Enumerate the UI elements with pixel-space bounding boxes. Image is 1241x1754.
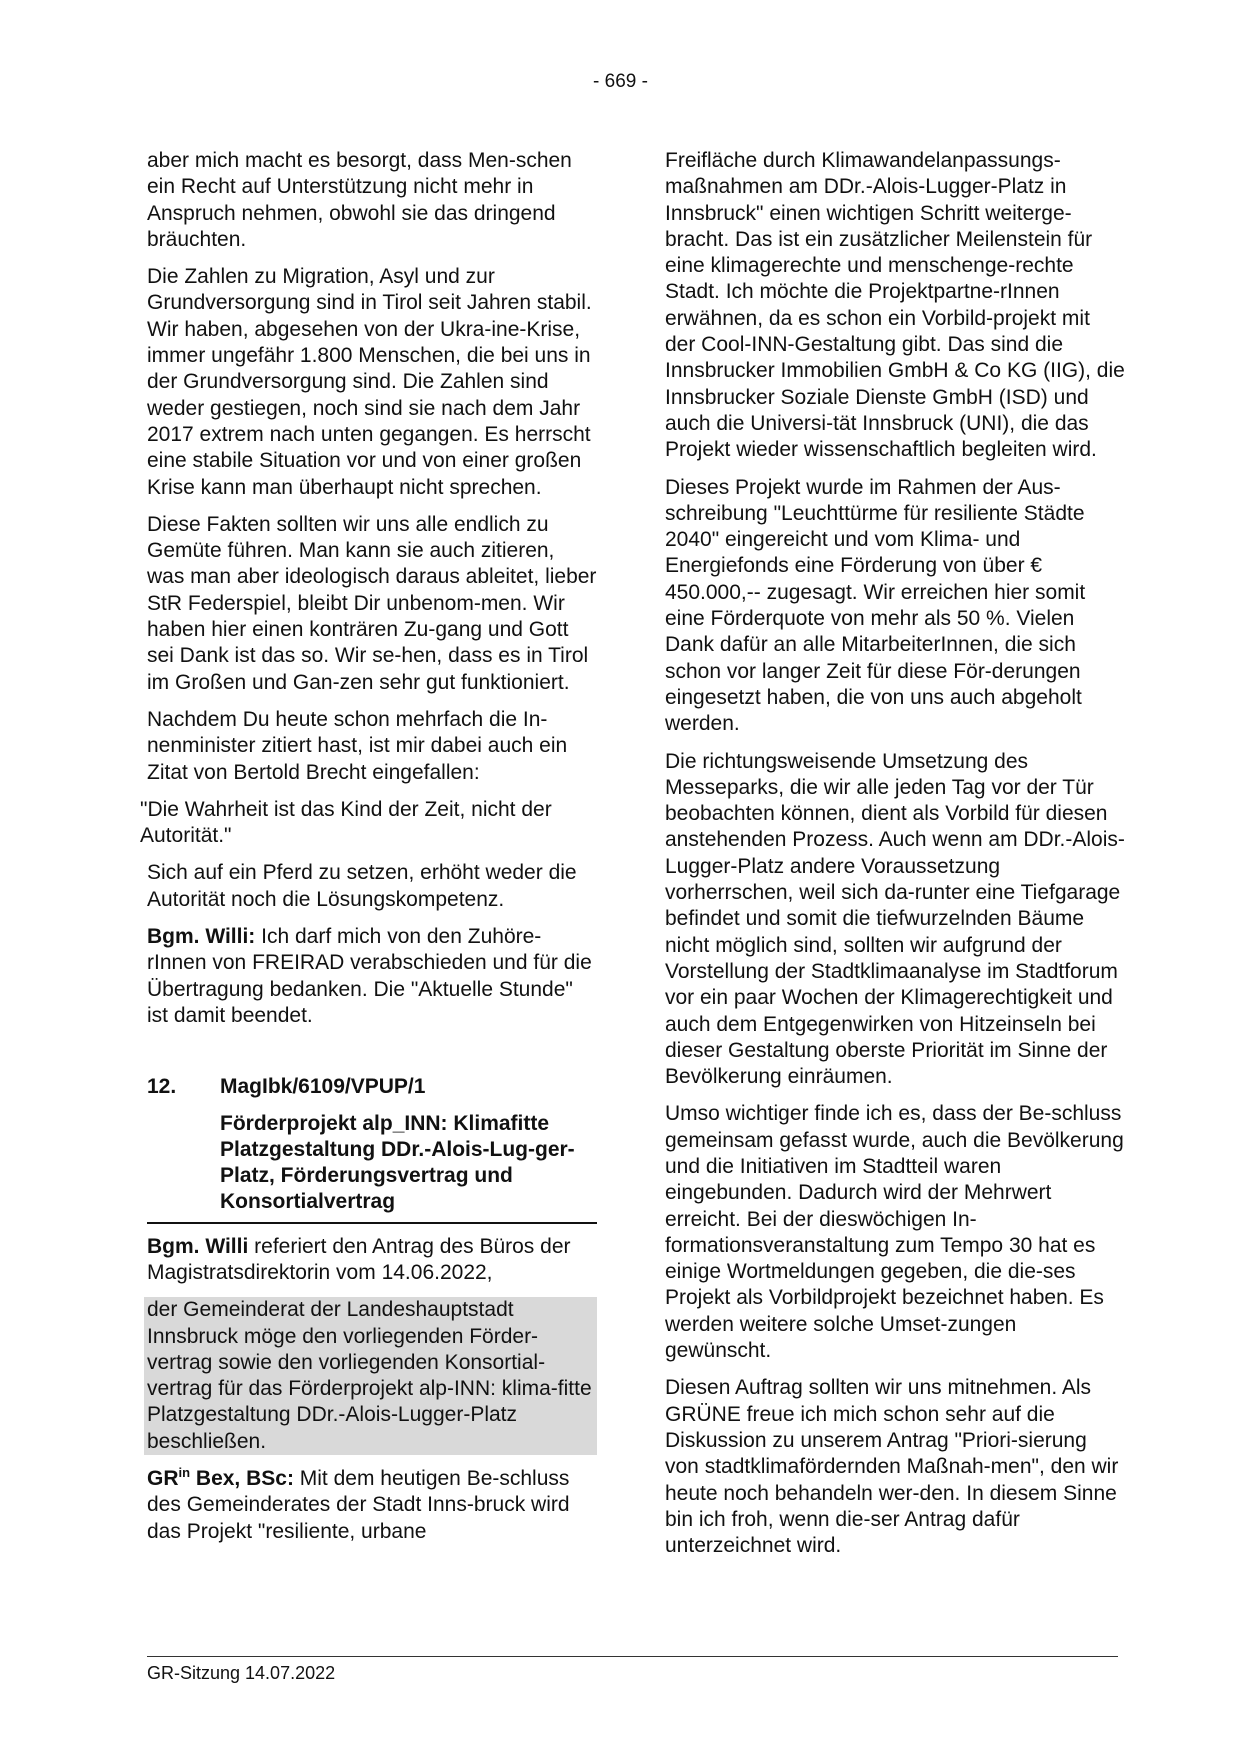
- statement-text: Ich darf mich von den Zuhöre-rInnen von FREIRAD verabschieden und für die Übertragung bedanken. Die "Aktuelle Stunde" ist damit beendet.: [147, 925, 592, 1027]
- mayor-statement: [147, 924, 597, 1029]
- statement-text: referiert den Antrag des Büros der Magistratsdirektorin vom 14.06.2022,: [147, 1234, 571, 1284]
- report-statement: [147, 1234, 597, 1287]
- agenda-title: Förderprojekt alp_INN: Klimafitte Platzgestaltung DDr.-Alois-Lug-ger-Platz, Förderungsvertrag und Konsortialvertrag: [220, 1111, 575, 1214]
- brecht-quote: "Die Wahrheit ist das Kind der Zeit, nicht der Autorität.": [140, 797, 552, 848]
- motion-text: der Gemeinderat der Landeshauptstadt Innsbruck möge den vorliegenden Förder-vertrag sowie den vorliegenden Konsortial-vertrag für das Förderprojekt alp-INN: klima-fitte Platzgestaltung DDr.-Alois-Lugger-Platz beschließen.: [144, 1297, 597, 1455]
- page-number: - 669 -: [593, 71, 648, 92]
- paragraph: Freifläche durch Klimawandelanpassungs-maßnahmen am DDr.-Alois-Lugger-Platz in Innsbruck" einen wichtigen Schritt weiterge-bracht. Das ist ein zusätzlicher Meilenstein für eine klimagerechte und menschenge-rechte Stadt. Ich möchte die Projektpartne-rInnen erwähnen, da es schon ein Vorbild-projekt mit der Cool-INN-Gestaltung gibt. Das sind die Innsbrucker Immobilien GmbH & Co KG (IIG), die Innsbrucker Soziale Dienste GmbH (ISD) und auch die Universi-tät Innsbruck (UNI), die das Projekt wieder wissenschaftlich begleiten wird.: [665, 149, 1125, 462]
- agenda-item-header: [147, 1074, 597, 1215]
- footer-session-date: GR-Sitzung 14.07.2022: [147, 1663, 336, 1683]
- paragraph: Umso wichtiger finde ich es, dass der Be-schluss gemeinsam gefasst wurde, auch die Bevölkerung und die Initiativen im Stadtteil waren eingebunden. Dadurch wird der Mehrwert erreicht. Bei der dieswöchigen In-formationsveranstaltung zum Tempo 30 hat es einige Wortmeldungen gegeben, die die-ses Projekt als Vorbildprojekt bezeichnet haben. Es werden weitere solche Umset-zungen gewünscht.: [665, 1102, 1124, 1363]
- paragraph: Dieses Projekt wurde im Rahmen der Aus-schreibung "Leuchttürme für resiliente Städte 2040" eingereicht und vom Klima- und Energiefonds eine Förderung von über € 450.000,-- zugesagt. Wir erreichen hier somit eine Förderquote von mehr als 50 %. Vielen Dank dafür an alle MitarbeiterInnen, die sich schon vor langer Zeit für diese För-derungen eingesetzt haben, die von uns auch abgeholt werden.: [665, 475, 1086, 736]
- paragraph: Diese Fakten sollten wir uns alle endlich zu Gemüte führen. Man kann sie auch zitieren, was man aber ideologisch daraus ableitet, lieber StR Federspiel, bleibt Dir unbenom-men. Wir haben hier einen konträren Zu-gang und Gott sei Dank ist das so. Wir se-hen, dass es in Tirol im Großen und Gan-zen sehr gut funktioniert.: [147, 512, 597, 694]
- agenda-number: 12.: [147, 1075, 177, 1099]
- paragraph: aber mich macht es besorgt, dass Men-schen ein Recht auf Unterstützung nicht mehr in Anspruch nehmen, obwohl sie das dringend bräuchten.: [147, 149, 572, 251]
- right-column: [665, 148, 1125, 1570]
- paragraph: Die Zahlen zu Migration, Asyl und zur Grundversorgung sind in Tirol seit Jahren stabil. Wir haben, abgesehen von der Ukra-ine-Krise, immer ungefähr 1.800 Menschen, die bei uns in der Grundversorgung sind. Die Zahlen sind weder gestiegen, noch sind sie nach dem Jahr 2017 extrem nach unten gegangen. Es herrscht eine stabile Situation vor und von einer großen Krise kann man überhaupt nicht sprechen.: [147, 265, 592, 499]
- agenda-reference: MagIbk/6109/VPUP/1: [220, 1075, 426, 1099]
- footer-divider: [147, 1656, 1118, 1657]
- bex-statement: [147, 1466, 597, 1545]
- left-column: [140, 148, 597, 1556]
- statement-text: Mit dem heutigen Be-schluss des Gemeinderates der Stadt Inns-bruck wird das Projekt "resiliente, urbane: [147, 1467, 570, 1543]
- paragraph: Sich auf ein Pferd zu setzen, erhöht weder die Autorität noch die Lösungskompetenz.: [147, 861, 577, 911]
- agenda-divider: [147, 1222, 597, 1224]
- paragraph: Diesen Auftrag sollten wir uns mitnehmen. Als GRÜNE freue ich mich schon sehr auf die Diskussion zu unserem Antrag "Priori-sierung von stadtklimafördernden Maßnah-men", den wir heute noch behandeln wer-den. In diesem Sinne bin ich froh, wenn die-ser Antrag dafür unterzeichnet wird.: [665, 1376, 1119, 1558]
- paragraph: Die richtungsweisende Umsetzung des Messeparks, die wir alle jeden Tag vor der Tür beobachten können, dient als Vorbild für diesen anstehenden Prozess. Auch wenn am DDr.-Alois-Lugger-Platz andere Voraussetzung vorherrschen, weil sich da-runter eine Tiefgarage befindet und somit die tiefwurzelnden Bäume nicht möglich sind, sollten wir aufgrund der Vorstellung der Stadtklimaanalyse im Stadtforum vor ein paar Wochen der Klimagerechtigkeit und auch dem Entgegenwirken von Hitzeinseln bei dieser Gestaltung oberste Priorität im Sinne der Bevölkerung einräumen.: [665, 749, 1125, 1089]
- speaker-name: $GR^{in}$ Bex, BSc:: [147, 1465, 294, 1491]
- speaker-name: Bgm. Willi: [147, 1234, 249, 1258]
- paragraph: Nachdem Du heute schon mehrfach die In-nenminister zitiert hast, ist mir dabei auch ein Zitat von Bertold Brecht eingefallen:: [147, 707, 568, 784]
- speaker-name: Bgm. Willi:: [147, 925, 256, 949]
